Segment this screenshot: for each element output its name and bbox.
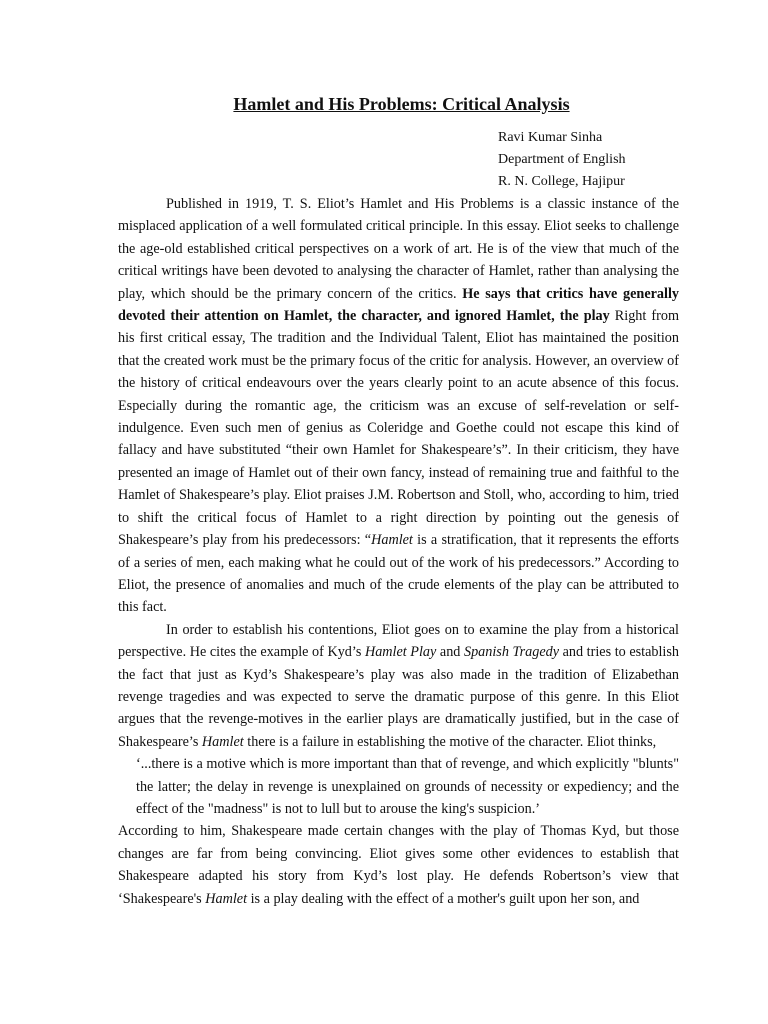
document-page xyxy=(118,93,679,910)
document-title: Hamlet and His Problems: Critical Analysis xyxy=(233,94,570,114)
paragraph-1-bold-sentence: He says that critics have generally devoted their attention on Hamlet, the character, and ignored Hamlet, the play xyxy=(118,285,679,325)
paragraph-2-italic-hamlet-play: Hamlet Play xyxy=(364,644,437,661)
paragraph-1-text-e: is a stratification, that it represents the efforts of a series of men, each making what he could out of the work of his predecessors.” According to Eliot, the presence of anomalies and much of the crude elements of the play can be attributed to this fact. xyxy=(118,532,679,616)
paragraph-3-italic-hamlet: Hamlet xyxy=(205,890,248,907)
block-quote-text: ‘...there is a motive which is more important than that of revenge, and which explicitly "blunts" the latter; the delay in revenge is unexplained on grounds of necessity or expediency; and the effect of the "madness" is not to lull but to arouse the king's suspicion.’ xyxy=(136,756,679,817)
paragraph-2-text-a: In order to establish his contentions, Eliot goes on to examine the play from a historical perspective. He cites the example of Kyd’s xyxy=(118,621,679,661)
author-block xyxy=(498,127,679,193)
block-quote xyxy=(136,753,679,820)
paragraph-1-text-a: Published in 1919, T. S. Eliot’s Hamlet and His Problem xyxy=(166,196,509,212)
paragraph-2-italic-spanish-tragedy: Spanish Tragedy xyxy=(463,644,560,661)
paragraph-2-italic-hamlet: Hamlet xyxy=(201,733,244,750)
paragraph-1 xyxy=(118,193,679,619)
paragraph-2-text-c: and xyxy=(436,644,464,661)
paragraph-3-text-a: According to him, Shakespeare made certain changes with the play of Thomas Kyd, but those changes are far from being convincing. Eliot gives some other evidences to establish that Shakespeare adapted his story from Kyd’s lost play. He defends Robertson’s view that ‘Shakespeare's xyxy=(118,823,679,907)
paragraph-3 xyxy=(118,820,679,910)
paragraph-2-text-e: and tries to establish the fact that just as Kyd’s Shakespeare’s play was also made in the tradition of Elizabethan revenge tragedies and was expected to serve the dramatic purpose of this genre. In this Eliot argues that the revenge-motives in the earlier plays are dramatically justified, but in the case of Shakespeare’s xyxy=(118,644,679,750)
paragraph-1-text-c: Right from his first critical essay, The tradition and the Individual Talent, Eliot has maintained the position that the created work must be the primary focus of the critic for analysis. However, an overview of the history of critical endeavours over the years clearly point to an acute absence of this focus. Especially during the romantic age, the criticism was an excuse of self-revelation or self-indulgence. Even such men of genius as Coleridge and Goethe could not escape this kind of fallacy and have substituted “their own Hamlet for Shakespeare’s”. In their criticism, they have presented an image of Hamlet out of their own fancy, instead of remaining true and faithful to the Hamlet of Shakespeare’s play. Eliot praises J.M. Robertson and Stoll, who, according to him, tried to shift the critical focus of Hamlet to a right direction by pointing out the genesis of Shakespeare’s play from his predecessors: “ xyxy=(118,308,679,549)
author-department: Department of English xyxy=(498,152,626,167)
paragraph-3-text-c: is a play dealing with the effect of a mother's guilt upon her son, and xyxy=(247,890,640,907)
paragraph-2-text-g: there is a failure in establishing the motive of the character. Eliot thinks, xyxy=(243,733,657,750)
paragraph-1-italic-hamlet: Hamlet xyxy=(371,532,413,549)
author-college: R. N. College, Hajipur xyxy=(498,174,625,189)
paragraph-2 xyxy=(118,619,679,753)
author-name: Ravi Kumar Sinha xyxy=(498,130,603,145)
paragraph-1-text-b: is a classic instance of the misplaced application of a well formulated critical principle. In this essay. Eliot seeks to challenge the age-old established critical perspectives on a work of art. He is of the view that much of the critical writings have been devoted to analysing the character of Hamlet, rather than analysing the play, which should be the primary concern of the critics. xyxy=(118,196,680,302)
paragraph-1-italic-s: s xyxy=(508,196,514,212)
